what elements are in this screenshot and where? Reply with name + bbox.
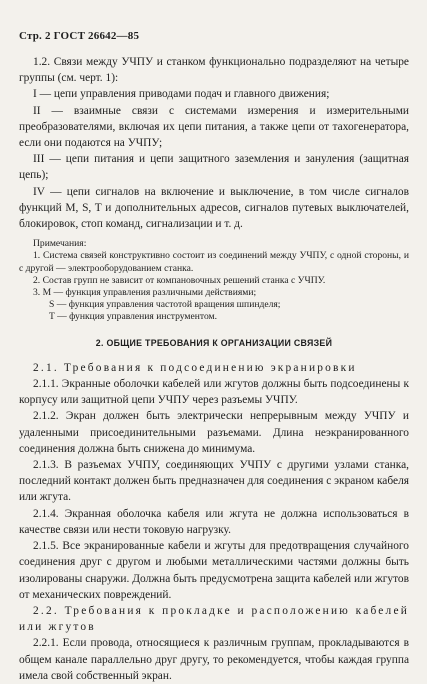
paragraph: III — цепи питания и цепи защитного заземления и зануления (защитная цепь); <box>19 153 409 182</box>
note-subline: S — функция управления частотой вращения шпинделя; <box>49 299 281 311</box>
subsection-heading: 2.1. Требования к подсоединению экранировки <box>33 361 357 374</box>
paragraph: I — цепи управления приводами подач и главного движения; <box>33 88 330 101</box>
notes-block <box>19 238 409 323</box>
paragraph: 2.1.5. Все экранированные кабели и жгуты для предотвращения случайного соединения друг с другом и любыми металлическими частями должны быть изолированы снаружи. Должна быть предусмотрена защита кабелей или жгутов от механических повреждений. <box>19 540 409 601</box>
paragraph: IV — цепи сигналов на включение и выключение, в том числе сигналов функций M, S, T и дополнительных адресов, сигналов путевых выключателей, блокировок, стоп команд, сигнализации и т. д. <box>19 185 409 231</box>
page-body <box>19 54 409 684</box>
paragraph: 2.1.3. В разъемах УЧПУ, соединяющих УЧПУ с другими узлами станка, последний контакт должен быть предназначен для соединения с экраном кабеля или жгута. <box>19 459 409 504</box>
paragraph: 2.1.4. Экранная оболочка кабеля или жгута не должна использоваться в качестве связи или нести токовую нагрузку. <box>19 507 409 536</box>
paragraph: 2.2.1. Если провода, относящиеся к различным группам, прокладываются в общем канале параллельно друг другу, то рекомендуется, чтобы каждая группа имела свой собственный экран. <box>19 637 409 682</box>
notes-title: Примечания: <box>33 238 87 250</box>
subsection-heading: 2.2. Требования к прокладке и расположению кабелей или жгутов <box>19 604 409 634</box>
section-title: 2. ОБЩИЕ ТРЕБОВАНИЯ К ОРГАНИЗАЦИИ СВЯЗЕЙ <box>95 337 333 348</box>
note-line: 1. Система связей конструктивно состоит из соединений между УЧПУ, с одной стороны, и с другой — электрооборудованием станка. <box>19 250 409 274</box>
paragraph: 2.1.1. Экранные оболочки кабелей или жгутов должны быть подсоединены к корпусу или защитной цепи УЧПУ через разъемы УЧПУ. <box>19 378 409 407</box>
note-subline: T — функция управления инструментом. <box>49 311 218 323</box>
paragraph: 1.2. Связи между УЧПУ и станком функционально подразделяют на четыре группы (см. черт. 1): <box>19 56 409 85</box>
note-line: 3. M — функция управления различными действиями; <box>33 287 257 299</box>
paragraph: II — взаимные связи с системами измерения и измерительными преобразователями, включая их цепи питания, а также цепи от тахогенератора, если они подаются на УЧПУ; <box>19 104 409 150</box>
note-line: 2. Состав групп не зависит от компановочных решений станка с УЧПУ. <box>33 274 326 286</box>
page-header: Стр. 2 ГОСТ 26642—85 <box>19 30 140 42</box>
paragraph: 2.1.2. Экран должен быть электрически непрерывным между УЧПУ и удаленными присоединительными разъемами. Длина неэкранированного соединения должна быть снижена до минимума. <box>19 410 409 455</box>
